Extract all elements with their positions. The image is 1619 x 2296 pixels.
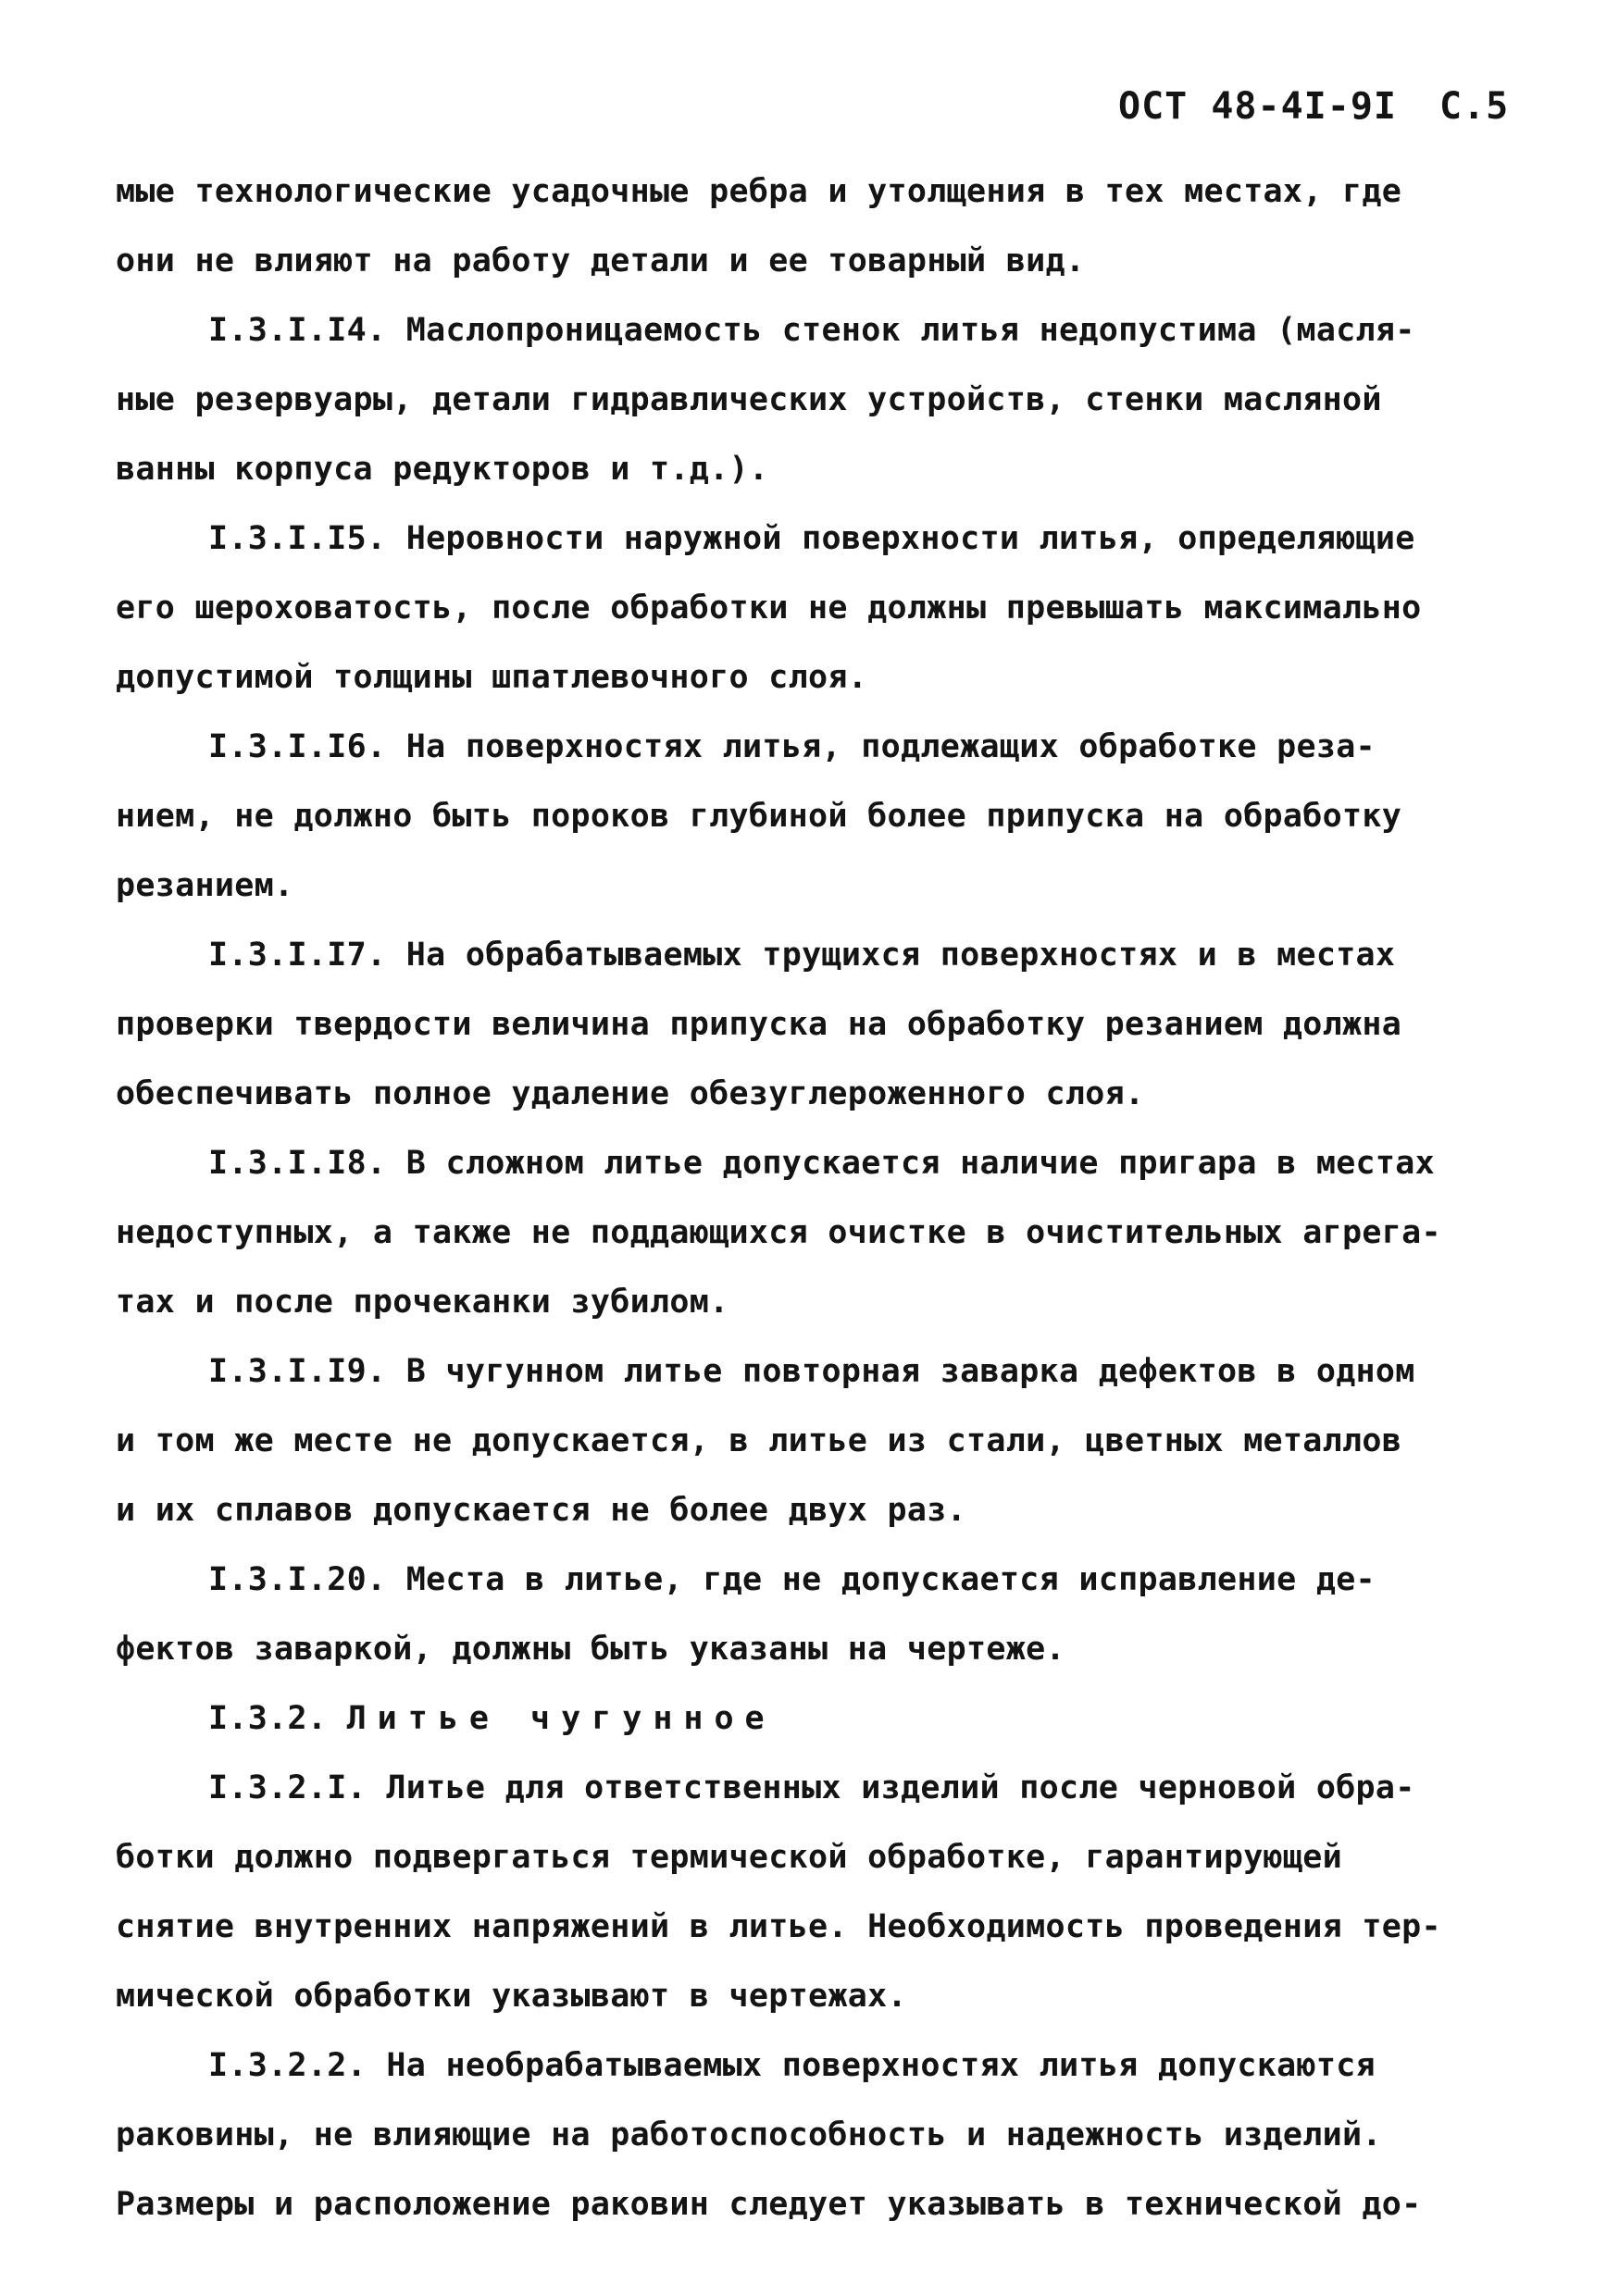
clause-1-3-2-2: I.3.2.2. На необрабатываемых поверхностях литья допускаются bbox=[208, 2047, 1376, 2084]
clause-1-3-1-19: I.3.I.I9. В чугунном литье повторная заварка дефектов в одном bbox=[208, 1353, 1415, 1390]
clause-1-3-1-18: I.3.I.I8. В сложном литье допускается наличие пригара в местах bbox=[208, 1145, 1436, 1182]
text-line: раковины, не влияющие на работоспособность и надежность изделий. bbox=[116, 2116, 1382, 2153]
text-line: тах и после прочеканки зубилом. bbox=[116, 1284, 729, 1321]
clause-1-3-1-16: I.3.I.I6. На поверхностях литья, подлежащих обработке реза- bbox=[208, 728, 1376, 765]
text-line: Размеры и расположение раковин следует указывать в технической до- bbox=[116, 2186, 1422, 2223]
text-line: его шероховатость, после обработки не должны превышать максимально bbox=[116, 590, 1422, 627]
clause-1-3-1-14: I.3.I.I4. Маслопроницаемость стенок литья недопустима (масля- bbox=[208, 312, 1415, 349]
page-header bbox=[1118, 85, 1509, 128]
text-line: и их сплавов допускается не более двух раз. bbox=[116, 1492, 966, 1529]
section-heading bbox=[116, 1684, 1523, 1754]
text-line: фектов заваркой, должны быть указаны на чертеже. bbox=[116, 1631, 1065, 1668]
text-line: ные резервуары, детали гидравлических устройств, стенки масляной bbox=[116, 381, 1382, 418]
clause-1-3-2-1: I.3.2.I. Литье для ответственных изделий после черновой обра- bbox=[208, 1769, 1415, 1806]
clause-1-3-1-17: I.3.I.I7. На обрабатываемых трущихся поверхностях и в местах bbox=[208, 937, 1396, 974]
text-line: мической обработки указывают в чертежах. bbox=[116, 1978, 907, 2015]
section-title: Литье чугунное bbox=[346, 1700, 776, 1737]
text-line: ботки должно подвергаться термической обработке, гарантирующей bbox=[116, 1839, 1343, 1876]
text-line: недоступных, а также не поддающихся очистке в очистительных агрега- bbox=[116, 1214, 1441, 1251]
body-text bbox=[116, 157, 1523, 2240]
text-line: они не влияют на работу детали и ее товарный вид. bbox=[116, 242, 1086, 279]
text-line: допустимой толщины шпатлевочного слоя. bbox=[116, 659, 868, 696]
text-line: ванны корпуса редукторов и т.д.). bbox=[116, 451, 769, 488]
clause-1-3-1-15: I.3.I.I5. Неровности наружной поверхности литья, определяющие bbox=[208, 520, 1415, 557]
text-line: обеспечивать полное удаление обезуглероженного слоя. bbox=[116, 1075, 1145, 1112]
standard-code: ОСТ 48-4I-9I bbox=[1118, 85, 1397, 128]
text-line: нием, не должно быть пороков глубиной более припуска на обработку bbox=[116, 798, 1402, 835]
text-line: проверки твердости величина припуска на обработку резанием должна bbox=[116, 1006, 1402, 1043]
section-number: I.3.2. bbox=[208, 1700, 328, 1737]
page-number: С.5 bbox=[1438, 85, 1510, 128]
clause-1-3-1-20: I.3.I.20. Места в литье, где не допускается исправление де- bbox=[208, 1561, 1376, 1598]
text-line: и том же месте не допускается, в литье из стали, цветных металлов bbox=[116, 1422, 1402, 1459]
text-line: резанием. bbox=[116, 867, 294, 904]
text-line: снятие внутренних напряжений в литье. Необходимость проведения тер- bbox=[116, 1908, 1441, 1945]
text-line: мые технологические усадочные ребра и утолщения в тех местах, где bbox=[116, 173, 1402, 210]
